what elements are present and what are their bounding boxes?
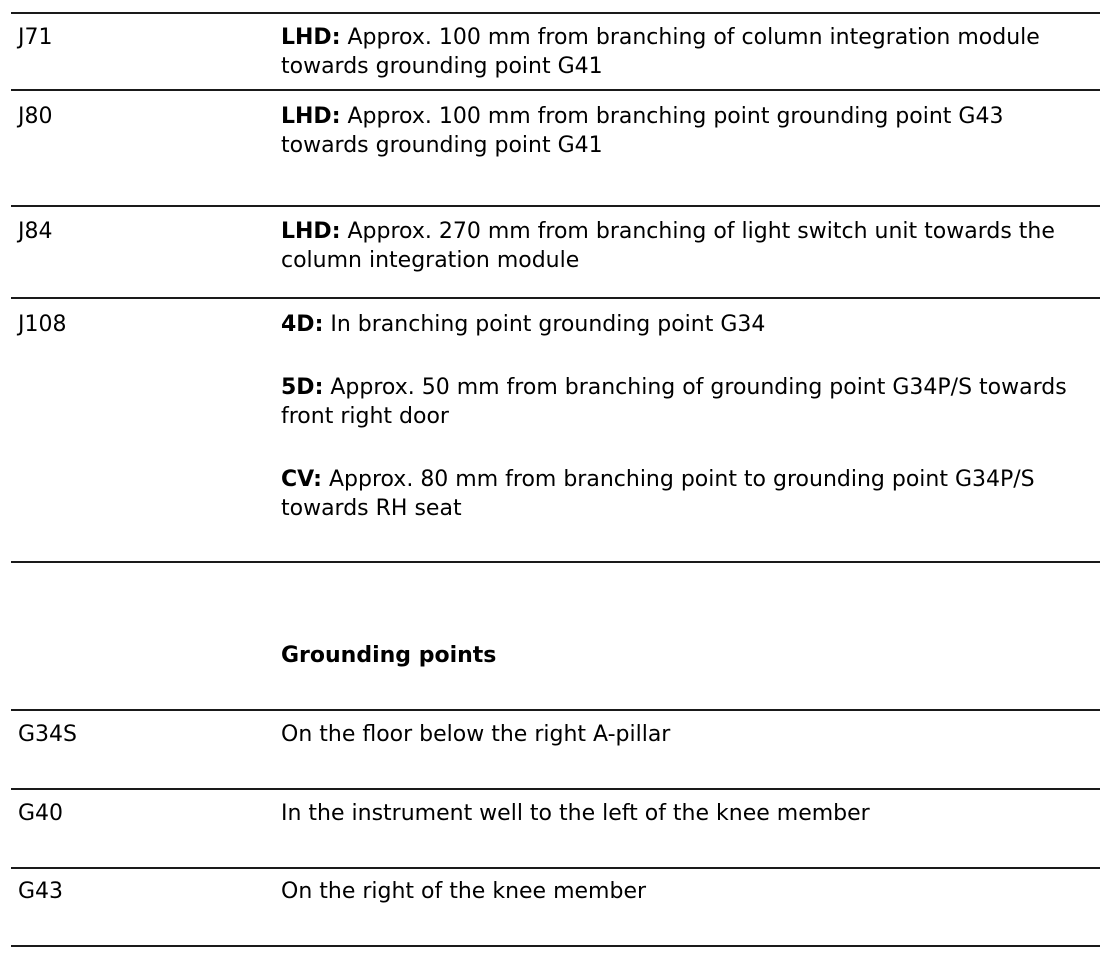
table-top-rule [11, 709, 1100, 711]
row-divider [11, 205, 1100, 207]
row-divider [11, 788, 1100, 790]
grounding-point-id: G34S [18, 722, 78, 747]
section-heading: Grounding points [281, 643, 497, 668]
junction-id: J108 [18, 312, 67, 337]
grounding-point-id: G43 [18, 879, 64, 904]
variant-tag: CV: [281, 467, 322, 492]
description-text: In branching point grounding point G34 [330, 312, 766, 337]
junction-description [281, 373, 1091, 431]
row-divider [11, 297, 1100, 299]
grounding-point-location: On the right of the knee member [281, 879, 647, 904]
variant-tag: LHD: [281, 104, 341, 129]
grounding-point-location: On the floor below the right A-pillar [281, 722, 671, 747]
variant-tag: LHD: [281, 219, 341, 244]
variant-tag: LHD: [281, 25, 341, 50]
row-divider [11, 867, 1100, 869]
junction-description [281, 23, 1091, 81]
junction-id: J71 [18, 25, 53, 50]
junction-description [281, 217, 1091, 275]
description-text: Approx. 100 mm from branching of column integration module towards grounding point G41 [281, 25, 1040, 79]
description-text: Approx. 80 mm from branching point to grounding point G34P/S towards RH seat [281, 467, 1035, 521]
table-bottom-rule [11, 561, 1100, 563]
junction-id: J80 [18, 104, 53, 129]
grounding-point-id: G40 [18, 801, 64, 826]
grounding-point-location: In the instrument well to the left of the knee member [281, 801, 870, 826]
junction-description [281, 310, 1091, 339]
table-bottom-rule [11, 945, 1100, 947]
description-text: Approx. 270 mm from branching of light switch unit towards the column integration module [281, 219, 1055, 273]
junction-id: J84 [18, 219, 53, 244]
table-top-rule [11, 12, 1100, 14]
variant-tag: 5D: [281, 375, 324, 400]
description-text: Approx. 100 mm from branching point grounding point G43 towards grounding point G41 [281, 104, 1004, 158]
junction-description [281, 102, 1091, 160]
description-text: Approx. 50 mm from branching of grounding point G34P/S towards front right door [281, 375, 1067, 429]
junction-description [281, 465, 1091, 523]
variant-tag: 4D: [281, 312, 324, 337]
row-divider [11, 89, 1100, 91]
